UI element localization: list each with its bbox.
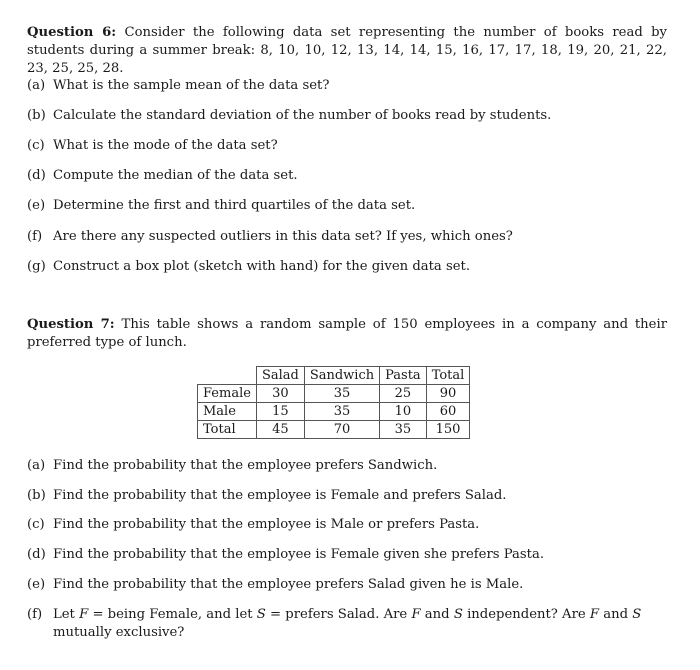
item-text: Find the probability that the employee is Female and prefers Salad. <box>53 488 507 503</box>
math-variable: F <box>411 607 421 622</box>
math-variable: S <box>256 607 266 622</box>
table-cell: 15 <box>256 403 304 421</box>
table-corner-cell <box>198 367 257 385</box>
table-cell: 150 <box>426 421 470 439</box>
item-text: Compute the median of the data set. <box>53 168 298 183</box>
table-cell: 30 <box>256 385 304 403</box>
item-text: What is the sample mean of the data set? <box>53 78 330 93</box>
table-header-cell: Sandwich <box>304 367 379 385</box>
table-cell: 90 <box>426 385 470 403</box>
question-7-text: This table shows a random sample of 150 employees in a company and their preferred type of lunch. <box>27 317 668 350</box>
item-f-part: and <box>424 607 450 622</box>
question-7-label: Question 7: <box>27 317 115 332</box>
math-variable: F <box>79 607 89 622</box>
q6-item-f <box>27 228 667 246</box>
table-header-cell: Salad <box>256 367 304 385</box>
item-f-part: and <box>603 607 629 622</box>
question-6-text: Consider the following data set representing the number of books read by students during a summer break: 8, 10, 10, 12, 13, 14, 14, 15, 16, 17, 17, 18, 19, 20, 21, 22, 23, 25, 25, 28. <box>27 25 667 76</box>
item-label: (e) <box>27 198 46 213</box>
q6-item-e <box>27 197 667 215</box>
table-header-cell: Total <box>426 367 470 385</box>
q7-item-e <box>27 576 667 594</box>
table-row-label: Total <box>198 421 257 439</box>
q7-item-f <box>27 606 667 642</box>
item-text: Find the probability that the employee prefers Sandwich. <box>53 458 438 473</box>
math-variable: F <box>589 607 600 622</box>
item-label: (d) <box>27 168 46 183</box>
table-row-label: Male <box>198 403 257 421</box>
table-cell: 60 <box>426 403 470 421</box>
q6-item-c <box>27 137 667 155</box>
table-cell: 10 <box>380 403 427 421</box>
q7-item-c <box>27 516 667 534</box>
table-cell: 70 <box>304 421 379 439</box>
item-label: (c) <box>27 517 45 532</box>
item-f-part: mutually exclusive? <box>53 625 185 640</box>
question-7-prompt <box>27 316 667 352</box>
item-f-part: = being Female, and let <box>92 607 253 622</box>
table-row <box>198 385 470 403</box>
q7-item-b <box>27 487 667 505</box>
q7-item-a <box>27 457 667 475</box>
item-f-part: independent? Are <box>467 607 586 622</box>
q6-item-b <box>27 107 667 125</box>
math-variable: S <box>453 607 463 622</box>
item-text: Construct a box plot (sketch with hand) for the given data set. <box>53 259 471 274</box>
item-label: (f) <box>27 229 43 244</box>
q6-item-a <box>27 77 667 95</box>
lunch-preference-table <box>197 366 470 439</box>
item-label: (a) <box>27 458 46 473</box>
q6-item-g <box>27 258 667 276</box>
table-cell: 35 <box>304 385 379 403</box>
item-text: Find the probability that the employee is Male or prefers Pasta. <box>53 517 480 532</box>
table-header-cell: Pasta <box>380 367 427 385</box>
table-cell: 35 <box>380 421 427 439</box>
item-label: (a) <box>27 78 46 93</box>
table-row <box>198 403 470 421</box>
table-header-row <box>198 367 470 385</box>
question-6-prompt <box>27 24 667 78</box>
item-label: (g) <box>27 259 46 274</box>
item-text: Find the probability that the employee prefers Salad given he is Male. <box>53 577 524 592</box>
table-cell: 25 <box>380 385 427 403</box>
item-label: (b) <box>27 108 46 123</box>
item-label: (b) <box>27 488 46 503</box>
item-f-part: Let <box>53 607 75 622</box>
item-label: (d) <box>27 547 46 562</box>
math-variable: S <box>632 607 642 622</box>
question-6-label: Question 6: <box>27 25 117 40</box>
item-text: Determine the first and third quartiles of the data set. <box>53 198 416 213</box>
item-text: What is the mode of the data set? <box>53 138 278 153</box>
table-row-label: Female <box>198 385 257 403</box>
table-cell: 35 <box>304 403 379 421</box>
item-label: (e) <box>27 577 46 592</box>
item-label: (f) <box>27 607 43 622</box>
item-text: Are there any suspected outliers in this data set? If yes, which ones? <box>53 229 513 244</box>
q6-item-d <box>27 167 667 185</box>
item-text <box>53 606 667 642</box>
table-row <box>198 421 470 439</box>
item-label: (c) <box>27 138 45 153</box>
q7-item-d <box>27 546 667 564</box>
table-cell: 45 <box>256 421 304 439</box>
item-text: Find the probability that the employee is Female given she prefers Pasta. <box>53 547 545 562</box>
item-f-part: = prefers Salad. Are <box>270 607 408 622</box>
item-text: Calculate the standard deviation of the number of books read by students. <box>53 108 552 123</box>
